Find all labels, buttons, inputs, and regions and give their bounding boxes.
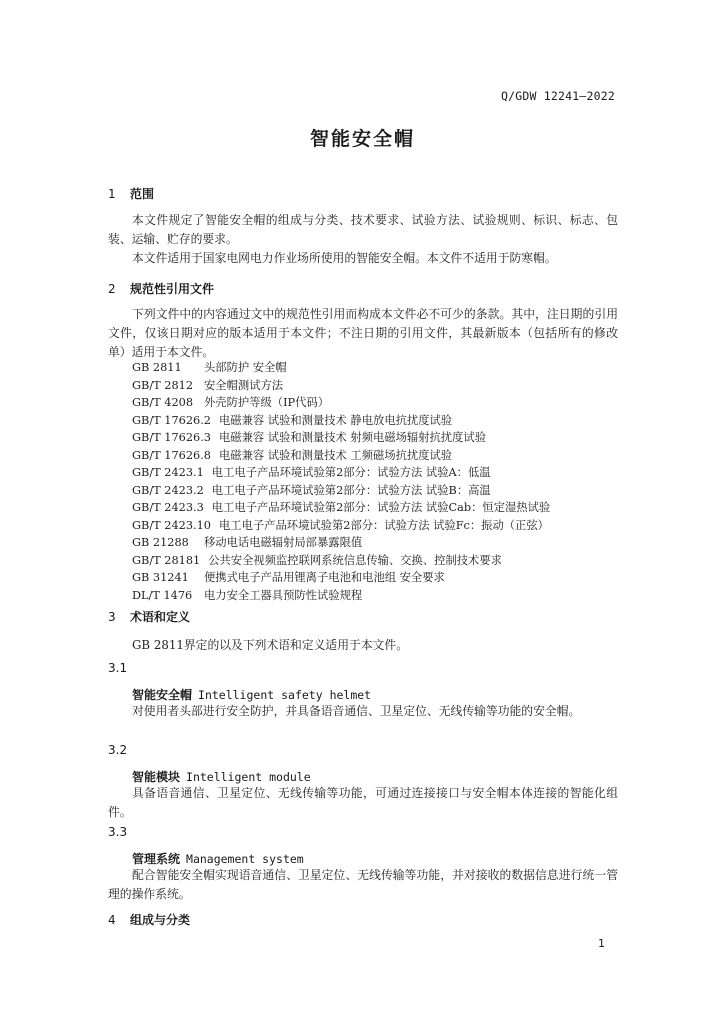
section-1-number: 1 [108, 187, 116, 201]
section-3-intro: GB 2811界定的以及下列术语和定义适用于本文件。 [132, 638, 409, 652]
reference-title: 安全帽测试方法 [204, 378, 284, 392]
reference-item [132, 482, 622, 500]
reference-code: GB/T 28181 [132, 553, 201, 567]
section-4-title: 组成与分类 [130, 913, 191, 927]
term-heading [132, 686, 371, 703]
reference-code: GB/T 2423.2 [132, 483, 204, 497]
reference-item [132, 394, 622, 412]
reference-item [132, 534, 622, 552]
reference-code: GB/T 17626.3 [132, 431, 211, 444]
term-definition: 对使用者头部进行安全防护，并具备语音通信、卫星定位、无线传输等功能的安全帽。 [132, 704, 581, 718]
reference-title: 电磁兼容 试验和测量技术 静电放电抗扰度试验 [218, 413, 453, 427]
section-2-number: 2 [108, 282, 116, 296]
reference-code: DL/T 1476 [132, 588, 193, 602]
reference-code: GB/T 2423.1 [132, 466, 204, 479]
term-number: 3.1 [108, 661, 128, 675]
page-title: 智能安全帽 [309, 128, 415, 150]
reference-item [132, 429, 622, 447]
reference-title: 电工电子产品环境试验第2部分：试验方法 试验B：高温 [211, 483, 491, 497]
term-definition: 配合智能安全帽实现语音通信、卫星定位、无线传输等功能，并对接收的数据信息进行统一管理的操作系统。 [108, 868, 618, 901]
term-en: Intelligent safety helmet [198, 688, 372, 702]
section-2-intro: 下列文件中的内容通过文中的规范性引用而构成本文件必不可少的条款。其中，注日期的引用文件，仅该日期对应的版本适用于本文件；不注日期的引用文件，其最新版本（包括所有的修改单）适用于本文件。 [108, 307, 618, 359]
reference-item [132, 412, 622, 430]
reference-item [132, 464, 622, 482]
term-number: 3.3 [108, 825, 128, 839]
reference-title: 电力安全工器具预防性试验规程 [204, 588, 363, 602]
page-number: 1 [598, 937, 605, 950]
section-3-number: 3 [108, 610, 116, 624]
doc-code: Q/GDW 12241—2022 [501, 89, 615, 103]
section-1-paragraph-2: 本文件适用于国家电网电力作业场所使用的智能安全帽。本文件不适用于防寒帽。 [132, 251, 557, 265]
reference-code: GB/T 2812 [132, 378, 194, 392]
reference-code: GB 31241 [132, 571, 189, 584]
reference-title: 移动电话电磁辐射局部暴露限值 [204, 536, 363, 549]
reference-code: GB/T 17626.8 [132, 448, 211, 462]
reference-title: 电磁兼容 试验和测量技术 工频磁场抗扰度试验 [218, 448, 453, 462]
reference-title: 电磁兼容 试验和测量技术 射频电磁场辐射抗扰度试验 [218, 431, 486, 444]
term-number: 3.2 [108, 743, 128, 757]
reference-title: 电工电子产品环境试验第2部分：试验方法 试验A：低温 [211, 466, 491, 479]
reference-item [132, 359, 622, 377]
section-1-heading [108, 185, 154, 202]
section-1-paragraph-1: 本文件规定了智能安全帽的组成与分类、技术要求、试验方法、试验规则、标识、标志、包装、运输、贮存的要求。 [108, 213, 618, 246]
section-3-title: 术语和定义 [130, 610, 191, 624]
reference-code: GB 2811 [132, 361, 182, 374]
reference-item [132, 569, 622, 587]
section-2-heading [108, 280, 214, 297]
section-2-title: 规范性引用文件 [130, 282, 215, 296]
section-1-title: 范围 [130, 187, 155, 201]
term-zh: 管理系统 [132, 852, 181, 866]
reference-title: 公共安全视频监控联网系统信息传输、交换、控制技术要求 [208, 553, 502, 567]
reference-code: GB/T 2423.3 [132, 501, 204, 514]
term-heading [132, 768, 311, 785]
term-heading [132, 850, 304, 867]
reference-title: 电工电子产品环境试验第2部分：试验方法 试验Cab：恒定湿热试验 [211, 501, 551, 514]
reference-code: GB/T 4208 [132, 396, 194, 409]
reference-title: 外壳防护等级（IP代码） [204, 396, 330, 409]
reference-item [132, 552, 622, 570]
reference-code: GB/T 17626.2 [132, 413, 211, 427]
reference-title: 电工电子产品环境试验第2部分：试验方法 试验Fc：振动（正弦） [218, 518, 549, 532]
section-4-heading [108, 911, 190, 928]
reference-item [132, 499, 622, 517]
reference-item [132, 377, 622, 395]
term-en: Management system [186, 852, 304, 866]
reference-item [132, 587, 622, 605]
term-zh: 智能安全帽 [132, 688, 193, 702]
section-3-heading [108, 608, 190, 625]
reference-list [132, 359, 622, 604]
reference-code: GB/T 2423.10 [132, 518, 211, 532]
reference-item [132, 447, 622, 465]
term-zh: 智能模块 [132, 770, 181, 784]
reference-title: 便携式电子产品用锂离子电池和电池组 安全要求 [204, 571, 445, 584]
reference-title: 头部防护 安全帽 [204, 361, 287, 374]
reference-code: GB 21288 [132, 536, 189, 549]
section-4-number: 4 [108, 913, 116, 927]
term-en: Intelligent module [186, 770, 311, 784]
reference-item [132, 517, 622, 535]
term-definition: 具备语音通信、卫星定位、无线传输等功能，可通过连接接口与安全帽本体连接的智能化组件。 [108, 786, 618, 819]
